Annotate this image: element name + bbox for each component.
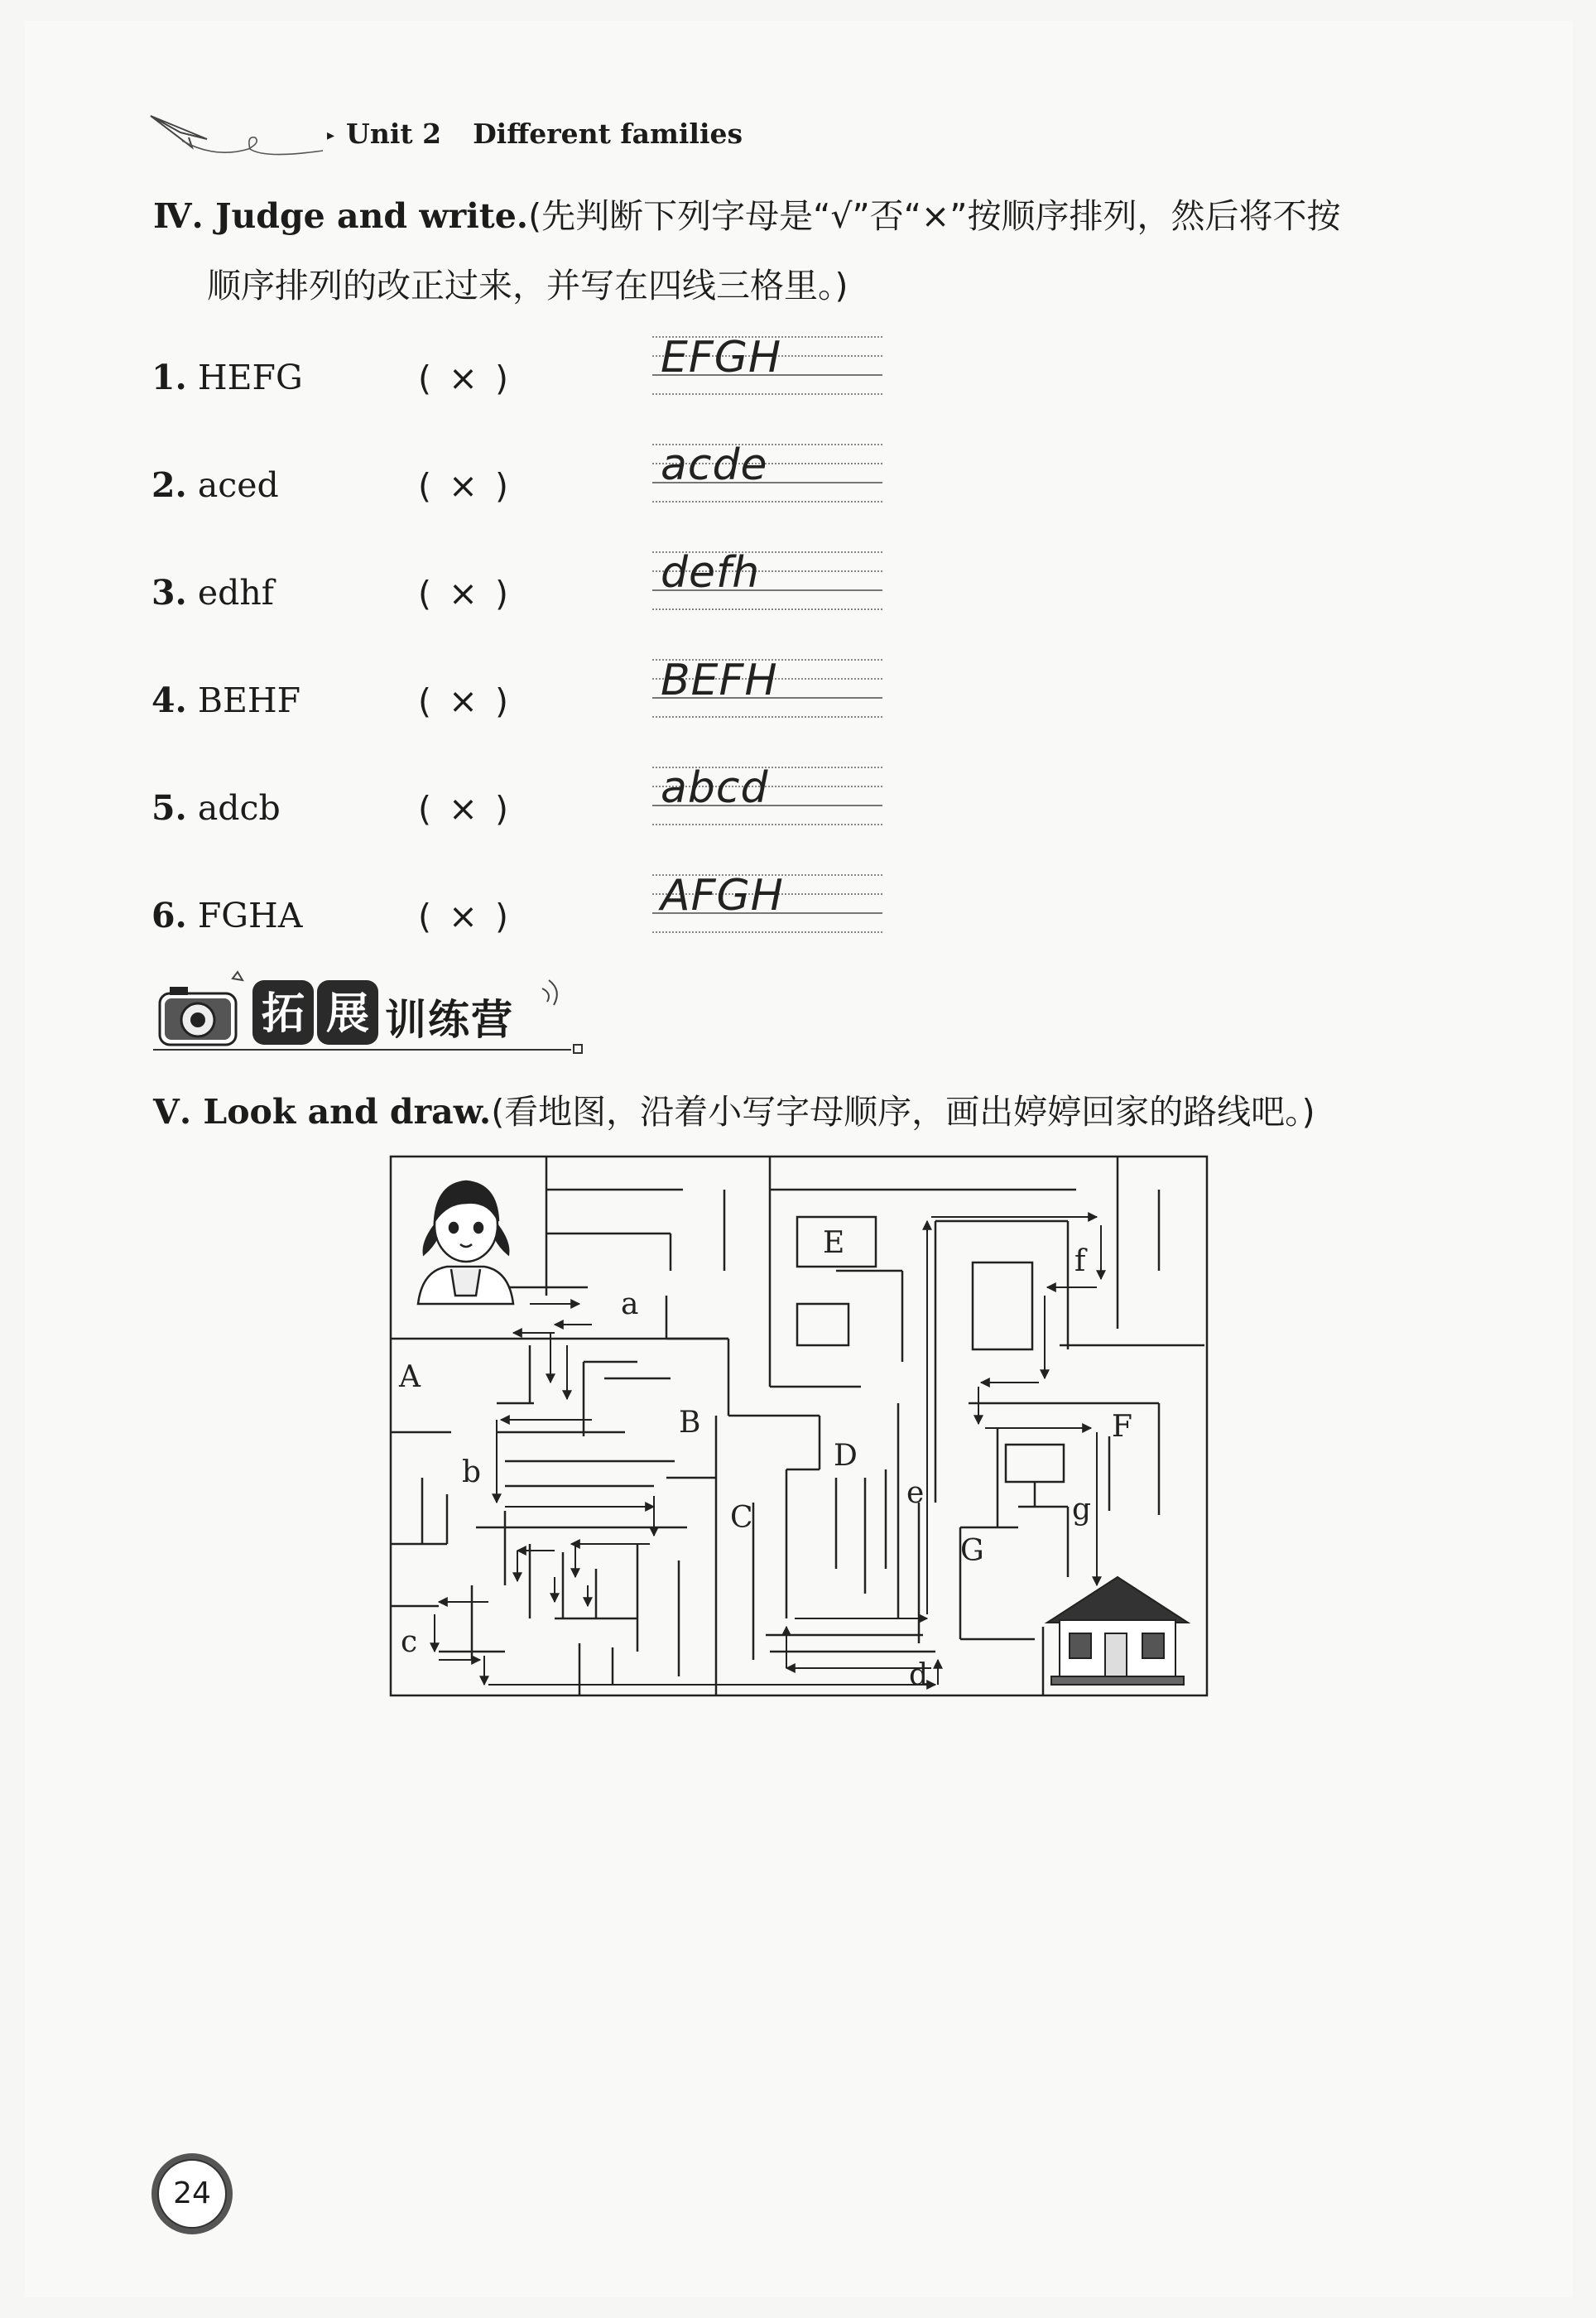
label-lower-c: c bbox=[401, 1625, 418, 1659]
unit-label: Unit 2 bbox=[346, 118, 442, 150]
paper-plane-icon bbox=[149, 108, 331, 157]
running-header bbox=[149, 108, 743, 166]
cross-mark: × bbox=[448, 788, 480, 829]
label-lower-d: d bbox=[909, 1658, 929, 1692]
cross-mark: × bbox=[448, 680, 480, 721]
item-letters: HEFG bbox=[197, 358, 303, 397]
exercise-item bbox=[151, 333, 913, 421]
item-number: 4. bbox=[151, 680, 187, 720]
extension-banner bbox=[153, 969, 608, 1060]
camera-icon bbox=[153, 969, 608, 1060]
label-lower-f: f bbox=[1074, 1244, 1086, 1278]
judge-answer: ( × ) bbox=[418, 358, 510, 398]
banner-char-2: 展 bbox=[325, 989, 370, 1039]
item-number: 2. bbox=[151, 465, 187, 505]
section-4-title: Ⅳ. Judge and write.(先判断下列字母是“√”否“×”按顺序排列，然后将不按 bbox=[153, 196, 1341, 236]
label-upper-f: F bbox=[1112, 1410, 1132, 1444]
label-lower-e: e bbox=[906, 1476, 925, 1510]
page-number-badge bbox=[149, 2151, 235, 2237]
handwritten-answer: acde bbox=[661, 440, 768, 490]
unit-heading: ▸ Unit 2 Different families bbox=[327, 118, 743, 150]
cross-mark: × bbox=[448, 465, 480, 506]
judge-answer: ( × ) bbox=[418, 465, 510, 506]
four-line-grid bbox=[652, 871, 882, 940]
girl-icon bbox=[418, 1181, 513, 1304]
four-line-grid bbox=[652, 763, 882, 833]
section-4-instruction-1: (先判断下列字母是“√”否“×”按顺序排列，然后将不按 bbox=[528, 196, 1341, 236]
item-letters: edhf bbox=[197, 573, 274, 613]
section-5-title-en: Look and draw. bbox=[203, 1092, 492, 1132]
item-number: 1. bbox=[151, 358, 187, 397]
judge-answer: ( × ) bbox=[418, 573, 510, 613]
banner-char-1: 拓 bbox=[261, 989, 305, 1039]
item-number: 3. bbox=[151, 573, 187, 613]
exercise-item bbox=[151, 763, 913, 851]
four-line-grid bbox=[652, 333, 882, 402]
handwritten-answer: BEFH bbox=[661, 656, 778, 705]
exercise-item bbox=[151, 440, 913, 528]
cross-mark: × bbox=[448, 896, 480, 936]
judge-answer: ( × ) bbox=[418, 896, 510, 936]
maze-map bbox=[389, 1155, 1209, 1697]
label-upper-b: B bbox=[679, 1406, 701, 1440]
section-5-instruction: (看地图，沿着小写字母顺序，画出婷婷回家的路线吧。) bbox=[491, 1092, 1315, 1132]
exercise-item bbox=[151, 871, 913, 959]
judge-answer: ( × ) bbox=[418, 680, 510, 721]
handwritten-answer: EFGH bbox=[661, 333, 782, 382]
item-letters: FGHA bbox=[197, 896, 303, 935]
item-letters: adcb bbox=[197, 788, 281, 828]
label-upper-e: E bbox=[823, 1226, 845, 1260]
section-5-title: Ⅴ. Look and draw.(看地图，沿着小写字母顺序，画出婷婷回家的路线吧。) bbox=[153, 1092, 1315, 1132]
label-upper-d: D bbox=[834, 1439, 858, 1473]
page-number: 24 bbox=[173, 2176, 211, 2210]
item-letters: BEHF bbox=[197, 680, 301, 720]
four-line-grid bbox=[652, 440, 882, 510]
handwritten-answer: abcd bbox=[661, 763, 769, 813]
label-lower-a: a bbox=[621, 1287, 639, 1321]
section-4-number: Ⅳ bbox=[153, 196, 192, 236]
house-icon bbox=[1047, 1577, 1188, 1685]
label-lower-g: g bbox=[1072, 1493, 1092, 1527]
label-upper-g: G bbox=[960, 1534, 984, 1568]
label-lower-b: b bbox=[462, 1455, 482, 1489]
item-letters: aced bbox=[197, 465, 279, 505]
item-number: 6. bbox=[151, 896, 187, 935]
section-5-number: Ⅴ bbox=[153, 1092, 180, 1132]
cross-mark: × bbox=[448, 358, 480, 398]
unit-title: Different families bbox=[473, 118, 743, 150]
judge-answer: ( × ) bbox=[418, 788, 510, 829]
section-4-title-en: Judge and write. bbox=[215, 196, 529, 236]
four-line-grid bbox=[652, 548, 882, 618]
label-upper-a: A bbox=[399, 1360, 421, 1394]
exercise-item bbox=[151, 656, 913, 743]
item-number: 5. bbox=[151, 788, 187, 828]
label-upper-c: C bbox=[730, 1501, 753, 1535]
exercise-item bbox=[151, 548, 913, 636]
four-line-grid bbox=[652, 656, 882, 725]
section-4-instruction-2: 顺序排列的改正过来，并写在四线三格里。) bbox=[207, 266, 848, 305]
handwritten-answer: AFGH bbox=[661, 871, 784, 921]
banner-text: 训练营 bbox=[385, 996, 514, 1044]
handwritten-answer: defh bbox=[661, 548, 761, 598]
cross-mark: × bbox=[448, 573, 480, 613]
